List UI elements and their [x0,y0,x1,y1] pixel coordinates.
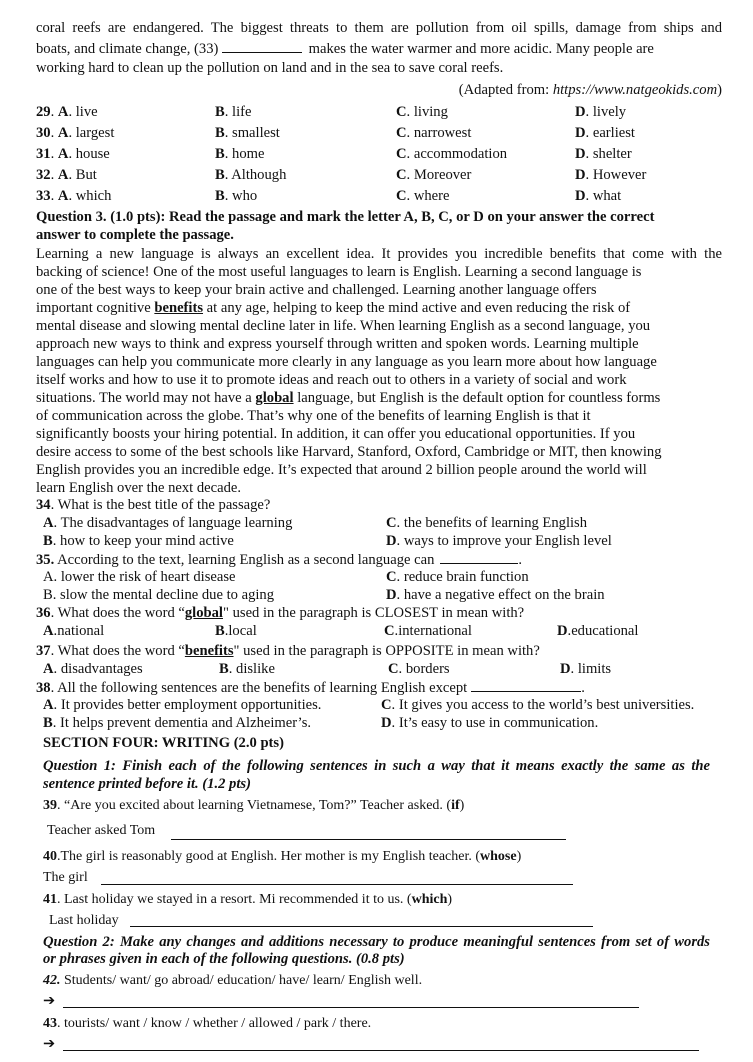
q40-text: .The girl is reasonably good at English. Her mother is my English teacher. ( [57,849,481,864]
q43-text: . tourists/ want / know / whether / allowed / park / there. [57,1016,372,1031]
passage1-line3: working hard to clean up the pollution on land and in the sea to save coral reefs. [36,60,504,76]
q36-option-b [215,623,257,640]
q32-option-a: 32. A. But [36,167,97,183]
option-letter: D [557,623,568,639]
q35-num: 35. [36,552,55,568]
option-letter: C [384,623,395,639]
option-text: . It gives you access to the world’s best universities. [391,697,695,713]
q32-option-b: B. Although [215,167,287,183]
passage1-line2-end: makes the water warmer and more acidic. Many people are [308,41,654,57]
q30-option-c: C. narrowest [396,125,472,141]
q29-option-a: 29. A. live [36,104,98,120]
option-text: . disadvantages [53,661,143,677]
option-letter: A [43,515,54,531]
q30-option-d: D. earliest [575,125,635,141]
q38-stem: 38. All the following sentences are the benefits of learning English except . [36,680,585,696]
q38-text: . All the following sentences are the benefits of learning English except [50,680,468,696]
option-text: shelter [592,146,632,162]
q35-option-c [386,569,529,586]
source-url: https://www.natgeokids.com [552,82,718,98]
q34-option-c [386,515,587,532]
option-letter: C [396,146,407,162]
q39-answer-line[interactable] [171,839,566,840]
q38-option-a [43,697,321,714]
option-letter: B [43,533,53,549]
q32-option-d: D. However [575,167,647,183]
option-text: live [75,104,98,120]
q40-answer-start: The girl [43,870,88,885]
q43-answer-line[interactable] [63,1050,699,1051]
option-letter: B [215,188,225,204]
q3-heading-line1: Question 3. (1.0 pts): Read the passage and mark the letter A, B, C, or D on your answer the correct [36,209,655,225]
option-letter: B [219,661,229,677]
q43-arrow-icon: ➔ [43,1036,56,1052]
q33-option-a: 33. A. which [36,188,112,204]
option-text: . ways to improve your English level [396,533,612,549]
option-text: lively [592,104,627,120]
option-letter: B [215,146,225,162]
option-text: . It provides better employment opportunities. [53,697,322,713]
q35-text: According to the text, learning English as a second language can [54,552,435,568]
q37-option-b [219,661,275,678]
q3-passage-line: significantly boosts your hiring potential. In addition, it can offer you educational opportunities. If you [36,426,636,442]
source-citation [459,82,722,99]
q40-prompt [43,848,521,865]
q42-answer-line[interactable] [63,1007,639,1008]
option-letter: D [575,146,586,162]
q34-text: . What is the best title of the passage? [50,497,271,513]
question-number: 29 [36,104,51,120]
q3-passage-line: English provides you an incredible edge. It’s expected that around 2 billion people around the world will [36,462,647,478]
option-letter: A [43,661,54,677]
q29-option-b: B. life [215,104,252,120]
q37-keyword: benefits [184,643,234,659]
q31-option-a: 31. A. house [36,146,110,162]
option-text: life [232,104,252,120]
q36-option-d [557,623,638,640]
option-letter: D [386,587,397,603]
option-letter: D [381,715,392,731]
q29-option-d: D. lively [575,104,627,120]
option-text: . It’s easy to use in communication. [391,715,599,731]
q3-passage-line: learn English over the next decade. [36,480,242,496]
q39-num: 39 [43,798,57,813]
q39-text: . “Are you excited about learning Vietnamese, Tom?” Teacher asked. ( [57,798,452,813]
q40-num: 40 [43,849,57,864]
q35-option-d [386,587,605,604]
option-letter: D [575,188,586,204]
option-letter: C [381,697,392,713]
q34-option-b [43,533,234,550]
option-text: . the benefits of learning English [396,515,588,531]
q33-option-b: B. who [215,188,258,204]
q38-option-c [381,697,694,714]
option-text: However [592,167,647,183]
q38-option-b [43,715,311,732]
option-letter: C [388,661,399,677]
passage1-line2-start: boats, and climate change, (33) [36,41,219,57]
option-letter: C [396,167,407,183]
q34-option-a [43,515,292,532]
section-four-title: SECTION FOUR: WRITING (2.0 pts) [43,735,284,751]
option-letter: A [57,104,69,120]
q36-text-a: . What does the word “ [50,605,185,621]
q38-option-d [381,715,598,732]
option-letter: D [386,533,397,549]
option-letter: B [215,125,225,141]
q37-option-c [388,661,450,678]
q3-passage-line: of communication across the globe. That’s why one of the benefits of learning English is that it [36,408,591,424]
writing-q1-heading-line2: sentence printed before it. (1.2 pts) [43,776,251,792]
option-letter: A [43,697,54,713]
q39-close: ) [459,798,465,813]
option-letter: D [575,125,586,141]
q36-keyword: global [184,605,223,621]
option-text: accommodation [413,146,508,162]
option-text: .national [53,623,105,639]
option-text: .educational [567,623,639,639]
source-suffix: ) [717,82,722,98]
option-text: .international [394,623,472,639]
writing-q2-heading-line1: Question 2: Make any changes and additions necessary to produce meaningful sentences from set of words [43,934,710,950]
q3-heading-line2: answer to complete the passage. [36,227,234,243]
q3-passage-line: Learning a new language is always an excellent idea. It provides you incredible benefits that come with the [36,246,722,262]
q34-num: 34 [36,497,51,513]
option-letter: D [575,167,586,183]
option-text: . how to keep your mind active [52,533,234,549]
option-text: Moreover [413,167,472,183]
q30-option-a: 30. A. largest [36,125,115,141]
q37-text-a: . What does the word “ [50,643,185,659]
q39-answer-start: Teacher asked Tom [47,823,156,838]
option-text: . dislike [228,661,275,677]
blank-33 [222,40,302,53]
option-text: . The disadvantages of language learning [53,515,293,531]
q37-stem [36,643,540,660]
q34-stem [36,497,270,514]
q3-passage-line: languages can help you communicate more clearly in any language as you learn more about how language [36,354,657,370]
q30-option-b: B. smallest [215,125,280,141]
question-number: 30 [36,125,51,141]
option-text: . It helps prevent dementia and Alzheimer’s. [52,715,312,731]
q42-num: 42. [43,973,61,988]
q3-passage-line: itself works and how to use it to promote ideas and reach out to others in a variety of social and work [36,372,627,388]
q35-option-a: A. lower the risk of heart disease [43,569,236,585]
q37-option-a [43,661,143,678]
q37-num: 37 [36,643,51,659]
option-letter: C [386,515,397,531]
q3-passage-line [36,390,660,407]
writing-q2-heading-line2: or phrases given in each of the following questions. (0.8 pts) [43,951,405,967]
q40-answer-line[interactable] [101,884,573,885]
q41-text: . Last holiday we stayed in a resort. Mi recommended it to us. ( [57,892,412,907]
q41-num: 41 [43,892,57,907]
q43-num: 43 [43,1016,57,1031]
keyword-global: global [255,390,294,406]
option-letter: B [215,167,225,183]
q41-prompt [43,891,452,908]
option-text: narrowest [413,125,472,141]
passage1-line1: coral reefs are endangered. The biggest threats to them are pollution from oil spills, damage from ships and [36,20,722,36]
option-letter: A [57,167,69,183]
q3-passage-line: approach new ways to think and express yourself through written and spoken words. Learning multiple [36,336,639,352]
option-letter: B [43,715,53,731]
option-text: smallest [232,125,280,141]
option-text: largest [75,125,115,141]
question-number: 32 [36,167,51,183]
option-letter: D [560,661,571,677]
q36-stem [36,605,524,622]
q37-option-d [560,661,611,678]
q3-passage-line [36,300,630,317]
q3-line4-start: important cognitive [36,300,151,316]
writing-q1-heading-line1: Question 1: Finish each of the following sentences in such a way that it means exactly the same as the [43,758,710,774]
q35-stem: 35. According to the text, learning English as a second language can . [36,552,523,568]
q3-passage-line: desire access to some of the best schools like Harvard, Stanford, Oxford, Cambridge or MIT, then knowing [36,444,662,460]
option-letter: A [43,623,54,639]
q32-option-c: C. Moreover [396,167,472,183]
q41-answer-line[interactable] [130,926,593,927]
option-text: . have a negative effect on the brain [396,587,605,603]
question-number: 33 [36,188,51,204]
q41-keyword: which [411,892,448,907]
q40-keyword: whose [480,849,517,864]
question-number: 31 [36,146,51,162]
option-text: where [413,188,450,204]
option-text: living [413,104,448,120]
option-text: who [232,188,258,204]
q36-num: 36 [36,605,51,621]
q41-answer-start: Last holiday [49,913,119,928]
q36-text-b: " used in the paragraph is CLOSEST in mean with? [223,605,525,621]
option-text: house [75,146,110,162]
keyword-benefits: benefits [154,300,204,316]
q41-close: ) [447,892,453,907]
option-text: which [75,188,112,204]
option-letter: D [575,104,586,120]
option-letter: A [57,146,69,162]
q3-line9-start: situations. The world may not have a [36,390,252,406]
q29-option-c: C. living [396,104,448,120]
q42-text: Students/ want/ go abroad/ education/ have/ learn/ English well. [60,973,423,988]
q3-line9-end: language, but English is the default option for countless forms [297,390,661,406]
option-letter: C [396,188,407,204]
option-text: . reduce brain function [396,569,529,585]
q3-passage-line: one of the best ways to keep your brain active and challenged. Learning another language offers [36,282,597,298]
blank-38 [471,679,581,692]
passage1-line2 [36,40,722,58]
option-text: .local [224,623,257,639]
q3-passage-line: mental disease and slowing mental decline later in life. When learning English as a second language, you [36,318,651,334]
option-text: . borders [398,661,450,677]
option-text: earliest [592,125,635,141]
q42-prompt [43,972,422,989]
q33-option-d: D. what [575,188,622,204]
option-letter: A [57,188,69,204]
q31-option-c: C. accommodation [396,146,508,162]
option-letter: C [396,125,407,141]
source-prefix: (Adapted from: [458,82,550,98]
q39-prompt [43,797,464,814]
option-letter: B [215,104,225,120]
q33-option-c: C. where [396,188,450,204]
q34-option-d [386,533,612,550]
blank-35 [440,551,518,564]
option-text: Although [231,167,287,183]
q35-option-b: B. slow the mental decline due to aging [43,587,275,603]
option-letter: A [57,125,69,141]
q3-line4-end: at any age, helping to keep the mind active and even reducing the risk of [206,300,631,316]
q3-passage-line: backing of science! One of the most useful languages to learn is English. Learning a second language is [36,264,642,280]
q31-option-d: D. shelter [575,146,632,162]
q31-option-b: B. home [215,146,265,162]
q36-option-c [384,623,472,640]
q43-prompt [43,1015,371,1032]
option-letter: B [215,623,225,639]
q37-text-b: " used in the paragraph is OPPOSITE in mean with? [233,643,540,659]
q40-close: ) [516,849,522,864]
option-text: home [232,146,265,162]
q36-option-a [43,623,104,640]
q38-num: 38 [36,680,51,696]
option-text: But [75,167,97,183]
q42-arrow-icon: ➔ [43,993,56,1009]
option-letter: C [386,569,397,585]
q39-keyword: if [451,798,460,813]
option-text: what [592,188,622,204]
option-text: . limits [570,661,612,677]
option-letter: C [396,104,407,120]
